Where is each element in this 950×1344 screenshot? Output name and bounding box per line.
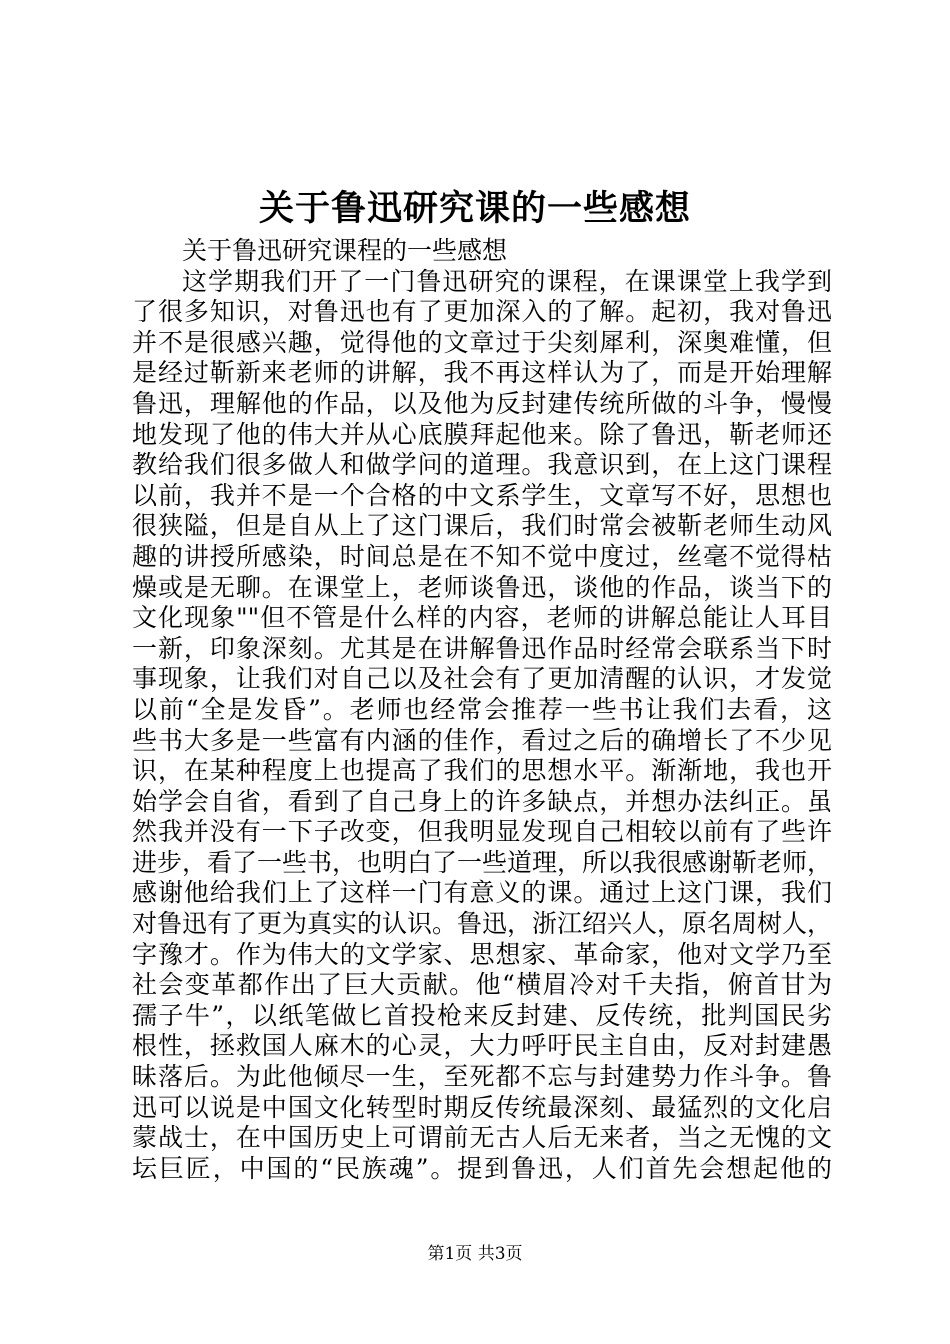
paragraph-line: 燥或是无聊。在课堂上，老师谈鲁迅，谈他的作品，谈当下的: [132, 572, 832, 602]
paragraph-line: 字豫才。作为伟大的文学家、思想家、革命家，他对文学乃至: [132, 939, 832, 969]
paragraph-line: 始学会自省，看到了自己身上的许多缺点，并想办法纠正。虽: [132, 786, 832, 816]
paragraph-line: 迅可以说是中国文化转型时期反传统最深刻、最猛烈的文化启: [132, 1092, 832, 1122]
paragraph-line: 是经过靳新来老师的讲解，我不再这样认为了，而是开始理解: [132, 358, 832, 388]
paragraph-line: 了很多知识，对鲁迅也有了更加深入的了解。起初，我对鲁迅: [132, 297, 832, 327]
paragraph-line: 很狭隘，但是自从上了这门课后，我们时常会被靳老师生动风: [132, 511, 832, 541]
paragraph-line: 识，在某种程度上也提高了我们的思想水平。渐渐地，我也开: [132, 756, 832, 786]
paragraph-line: 趣的讲授所感染，时间总是在不知不觉中度过，丝毫不觉得枯: [132, 541, 832, 571]
paragraph-line: 地发现了他的伟大并从心底膜拜起他来。除了鲁迅，靳老师还: [132, 419, 832, 449]
paragraph-line: 昧落后。为此他倾尽一生，至死都不忘与封建势力作斗争。鲁: [132, 1062, 832, 1092]
paragraph-line: 感谢他给我们上了这样一门有意义的课。通过上这门课，我们: [132, 878, 832, 908]
paragraph-line: 坛巨匠，中国的“民族魂”。提到鲁迅，人们首先会想起他的: [132, 1153, 832, 1183]
paragraph-line: 并不是很感兴趣，觉得他的文章过于尖刻犀利，深奥难懂，但: [132, 327, 832, 357]
document-title: 关于鲁迅研究课的一些感想: [258, 188, 691, 229]
paragraph-line: 这学期我们开了一门鲁迅研究的课程，在课课堂上我学到: [182, 266, 832, 296]
paragraph-line: 根性，拯救国人麻木的心灵，大力呼吁民主自由，反对封建愚: [132, 1031, 832, 1061]
paragraph-line: 一新，印象深刻。尤其是在讲解鲁迅作品时经常会联系当下时: [132, 633, 832, 663]
paragraph-line: 然我并没有一下子改变，但我明显发现自己相较以前有了些许: [132, 817, 832, 847]
paragraph-line: 孺子牛”，以纸笔做匕首投枪来反封建、反传统，批判国民劣: [132, 1000, 832, 1030]
paragraph-line: 鲁迅，理解他的作品，以及他为反封建传统所做的斗争，慢慢: [132, 388, 832, 418]
subtitle-line: 关于鲁迅研究课程的一些感想: [182, 236, 508, 265]
page-number-footer: 第1页 共3页: [427, 1244, 523, 1264]
paragraph-line: 事现象，让我们对自己以及社会有了更加清醒的认识，才发觉: [132, 664, 832, 694]
paragraph-line: 进步，看了一些书，也明白了一些道理，所以我很感谢靳老师，: [132, 847, 833, 877]
paragraph-line: 文化现象""但不管是什么样的内容，老师的讲解总能让人耳目: [132, 603, 832, 633]
paragraph-line: 些书大多是一些富有内涵的佳作，看过之后的确增长了不少见: [132, 725, 832, 755]
paragraph-line: 教给我们很多做人和做学问的道理。我意识到，在上这门课程: [132, 450, 832, 480]
paragraph-line: 对鲁迅有了更为真实的认识。鲁迅，浙江绍兴人，原名周树人，: [132, 909, 833, 939]
paragraph-line: 以前“全是发昏”。老师也经常会推荐一些书让我们去看，这: [132, 694, 832, 724]
paragraph-line: 蒙战士，在中国历史上可谓前无古人后无来者，当之无愧的文: [132, 1123, 832, 1153]
paragraph-line: 以前，我并不是一个合格的中文系学生，文章写不好，思想也: [132, 480, 832, 510]
paragraph-line: 社会变革都作出了巨大贡献。他“横眉冷对千夫指，俯首甘为: [132, 970, 832, 1000]
document-body: [132, 236, 832, 1184]
